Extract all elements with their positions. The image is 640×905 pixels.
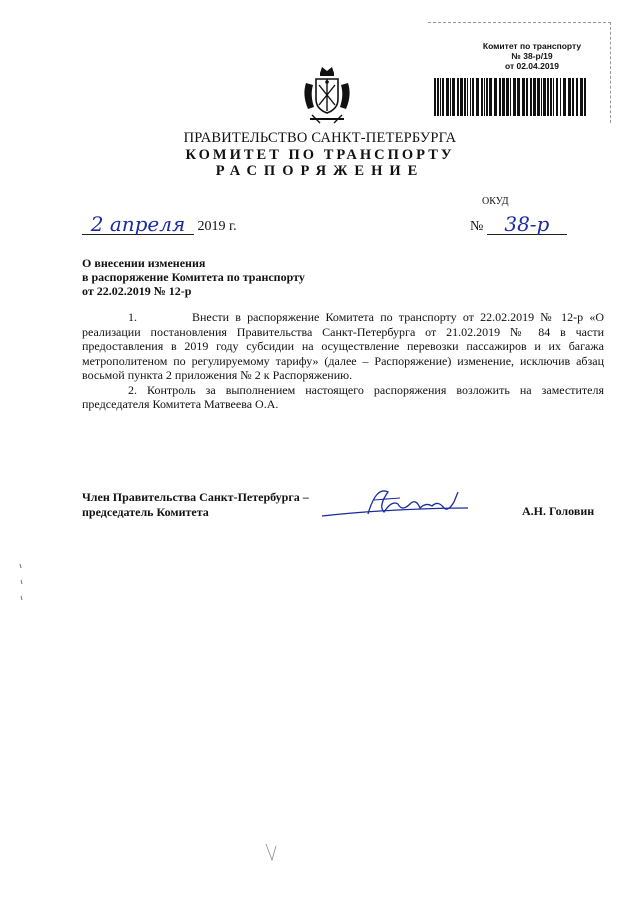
handwritten-number: 38-р [487, 214, 567, 235]
signatory-title-line-2: председатель Комитета [82, 505, 209, 519]
committee-heading: КОМИТЕТ ПО ТРАНСПОРТУ [185, 147, 455, 163]
signatory-name: А.Н. Головин [522, 504, 595, 518]
document-number [470, 214, 567, 235]
document-date [82, 214, 237, 235]
scan-artifact [262, 840, 282, 870]
paragraph-1-number: 1. [128, 310, 137, 324]
signatory-title-line-1: Член Правительства Санкт-Петербурга – [82, 490, 309, 504]
subject-line-1: О внесении изменения [82, 256, 206, 270]
document-type-heading: РАСПОРЯЖЕНИЕ [215, 163, 425, 179]
number-prefix: № [470, 219, 484, 234]
coat-of-arms-emblem [300, 65, 354, 127]
government-heading: ПРАВИТЕЛЬСТВО САНКТ-ПЕТЕРБУРГА [183, 130, 457, 146]
signatory-title [82, 490, 352, 520]
okud-label: ОКУД [482, 196, 509, 207]
date-year: 2019 г. [197, 219, 237, 234]
handwritten-date: 2 апреля [82, 214, 194, 235]
scan-artifact [12, 560, 32, 620]
barcode [432, 78, 592, 116]
subject-block [82, 256, 382, 298]
stamp-line-2: № 38-р/19 [511, 51, 553, 61]
subject-line-2: в распоряжение Комитета по транспорту [82, 270, 305, 284]
registration-stamp [428, 22, 611, 123]
paragraph-2: 2. Контроль за выполнением настоящего распоряжения возложить на заместителя председателя Комитета Матвеева О.А. [82, 382, 604, 411]
paragraph-1-text: Внести в распоряжение Комитета по транспорту от 22.02.2019 № 12-р «О реализации постановления Правительства Санкт-Петербурга от 21.02.2019 № 84 в части предоставления в 2019 году субсидии на осуществление перевозки пассажиров и их багажа метрополитеном по регулируемому тарифу» (далее – Распоряжение) изменение, исключив абзац восьмой пункта 2 приложения № 2 к Распоряжению. [82, 310, 604, 382]
document-body [82, 310, 604, 412]
paragraph-1 [82, 310, 604, 383]
subject-line-3: от 22.02.2019 № 12-р [82, 284, 192, 298]
handwritten-signature [318, 482, 478, 524]
stamp-line-3: от 02.04.2019 [504, 61, 560, 71]
registration-stamp-text [462, 41, 602, 71]
stamp-line-1: Комитет по транспорту [482, 41, 582, 51]
